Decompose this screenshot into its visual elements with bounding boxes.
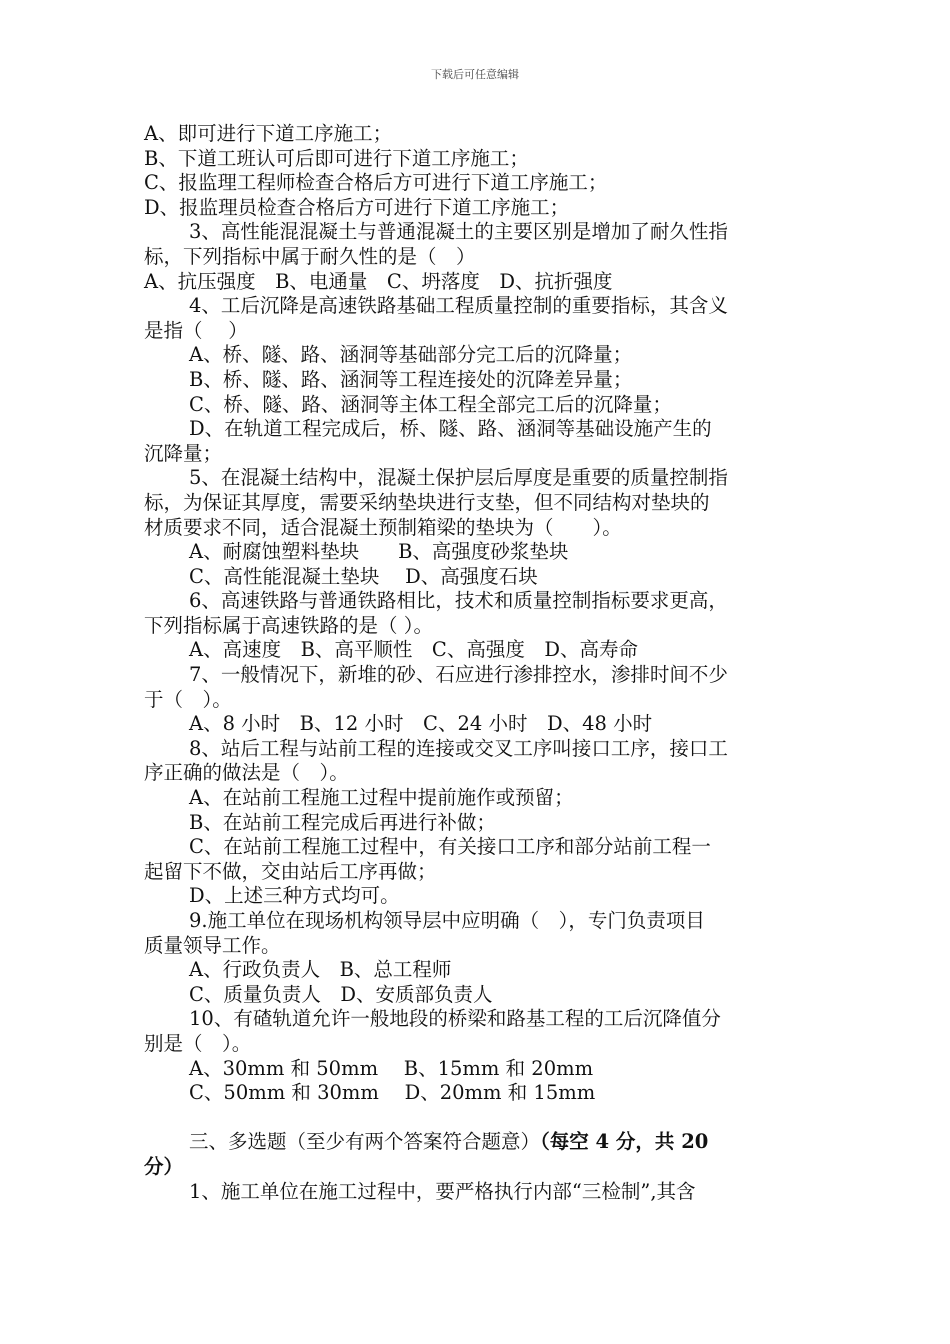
text-line: A、30mm 和 50mm B、15mm 和 20mm — [189, 1056, 594, 1080]
text-line: 4、工后沉降是高速铁路基础工程质量控制的重要指标，其含义 — [189, 294, 728, 318]
page-header: 下载后可任意编辑 — [431, 68, 519, 81]
text-line: 3、高性能混混凝土与普通混凝土的主要区别是增加了耐久性指 — [189, 220, 728, 244]
text-line: C、高性能混凝土垫块 D、高强度石块 — [189, 564, 538, 588]
text-line: A、高速度 B、高平顺性 C、高强度 D、高寿命 — [189, 638, 638, 662]
section-heading-text: 三、多选题（至少有两个答案符合题意） — [189, 1130, 541, 1154]
text-line: 标，为保证其厚度，需要采纳垫块进行支垫，但不同结构对垫块的 — [144, 490, 710, 514]
section-heading — [144, 1130, 814, 1155]
text-line: 于（ ）。 — [144, 687, 232, 711]
text-line: 材质要求不同，适合混凝土预制箱梁的垫块为（ ）。 — [144, 515, 622, 539]
section-heading-tail: 分） — [144, 1154, 184, 1178]
text-line: D、上述三种方式均可。 — [189, 884, 400, 908]
text-line: B、在站前工程完成后再进行补做； — [189, 810, 496, 834]
text-line: A、桥、隧、路、涵洞等基础部分完工后的沉降量； — [189, 343, 633, 367]
text-line: A、即可进行下道工序施工； — [144, 122, 393, 145]
text-line: 序正确的做法是（ ）。 — [144, 761, 349, 785]
multi-choice-question-1: 1、施工单位在施工过程中，要严格执行内部“三检制”,其含 — [189, 1179, 696, 1203]
text-line: C、桥、隧、路、涵洞等主体工程全部完工后的沉降量； — [189, 392, 672, 416]
text-line: A、8 小时 B、12 小时 C、24 小时 D、48 小时 — [189, 712, 653, 736]
text-line: 9.施工单位在现场机构领导层中应明确（ ），专门负责项目 — [189, 909, 705, 932]
text-line: 沉降量； — [144, 441, 223, 465]
text-line: 是指（ ） — [144, 318, 248, 342]
text-line: 7、一般情况下，新堆的砂、石应进行渗排控水，渗排时间不少 — [189, 663, 728, 687]
text-line: C、在站前工程施工过程中，有关接口工序和部分站前工程一 — [189, 835, 711, 859]
section-heading-score: （每空 4 分，共 20 — [540, 1130, 709, 1154]
text-line: A、行政负责人 B、总工程师 — [189, 958, 452, 982]
text-line: 5、在混凝土结构中，混凝土保护层后厚度是重要的质量控制指 — [189, 466, 728, 490]
text-line: C、50mm 和 30mm D、20mm 和 15mm — [189, 1081, 596, 1105]
text-line: 质量领导工作。 — [144, 933, 281, 957]
text-line: 8、站后工程与站前工程的连接或交叉工序叫接口工序，接口工 — [189, 736, 728, 760]
text-line: C、质量负责人 D、安质部负责人 — [189, 982, 493, 1006]
text-line: 起留下不做，交由站后工序再做； — [144, 859, 437, 883]
text-line: C、报监理工程师检查合格后方可进行下道工序施工； — [144, 171, 608, 195]
text-line: 10、有碴轨道允许一般地段的桥梁和路基工程的工后沉降值分 — [189, 1007, 721, 1031]
text-line: 标，下列指标中属于耐久性的是（ ） — [144, 244, 476, 268]
text-line: 6、高速铁路与普通铁路相比，技术和质量控制指标要求更高， — [189, 589, 728, 613]
text-line: A、耐腐蚀塑料垫块 B、高强度砂浆垫块 — [189, 540, 569, 564]
text-line: B、桥、隧、路、涵洞等工程连接处的沉降差异量； — [189, 367, 633, 391]
question-lines — [144, 122, 814, 1106]
text-line: A、在站前工程施工过程中提前施作或预留； — [189, 786, 574, 810]
text-line: D、报监理员检查合格后方可进行下道工序施工； — [144, 195, 570, 219]
text-line: D、在轨道工程完成后，桥、隧、路、涵洞等基础设施产生的 — [189, 417, 712, 441]
text-line: 下列指标属于高速铁路的是（ ）。 — [144, 613, 433, 637]
text-line: A、抗压强度 B、电通量 C、坍落度 D、抗折强度 — [144, 269, 613, 293]
text-line: 别是（ ）。 — [144, 1031, 252, 1055]
blank-line — [144, 1106, 814, 1131]
document-body — [144, 122, 814, 1204]
text-line: B、下道工班认可后即可进行下道工序施工； — [144, 146, 529, 170]
